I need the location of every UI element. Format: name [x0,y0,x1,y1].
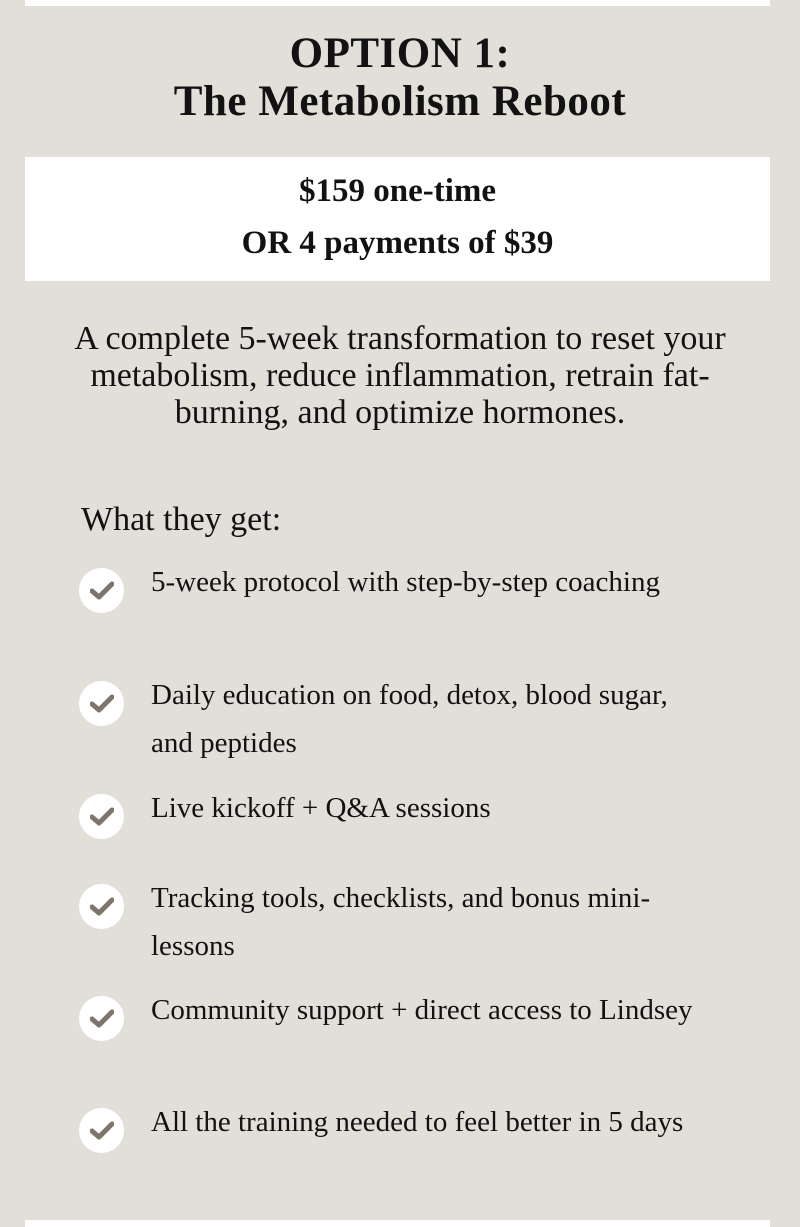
feature-text: Live kickoff + Q&A sessions [151,792,491,824]
feature-text: 5-week protocol with step-by-step coaching [151,566,660,598]
features-heading: What they get: [81,501,282,538]
bottom-divider [25,1220,770,1227]
feature-text: Community support + direct access to Lindsey [151,994,693,1026]
feature-text: Daily education on food, detox, blood sugar, and peptides [151,679,668,759]
checkmark-icon [79,794,124,839]
top-divider [25,0,770,6]
checkmark-icon [79,884,124,929]
price-installments: OR 4 payments of $39 [241,225,554,261]
checkmark-icon [79,1108,124,1153]
price-panel [25,157,770,281]
price-one-time: $159 one-time [298,173,497,209]
program-description: A complete 5-week transformation to reset your metabolism, reduce inflammation, retrain fat-burning, and optimize hormones. [74,320,726,431]
option-label: OPTION 1: [289,30,511,77]
checkmark-icon [79,996,124,1041]
checkmark-icon [79,568,124,613]
program-name: The Metabolism Reboot [173,78,627,125]
feature-text: Tracking tools, checklists, and bonus mini-lessons [151,882,651,962]
feature-text: All the training needed to feel better in 5 days [151,1106,684,1138]
page-title [0,30,800,126]
checkmark-icon [79,681,124,726]
